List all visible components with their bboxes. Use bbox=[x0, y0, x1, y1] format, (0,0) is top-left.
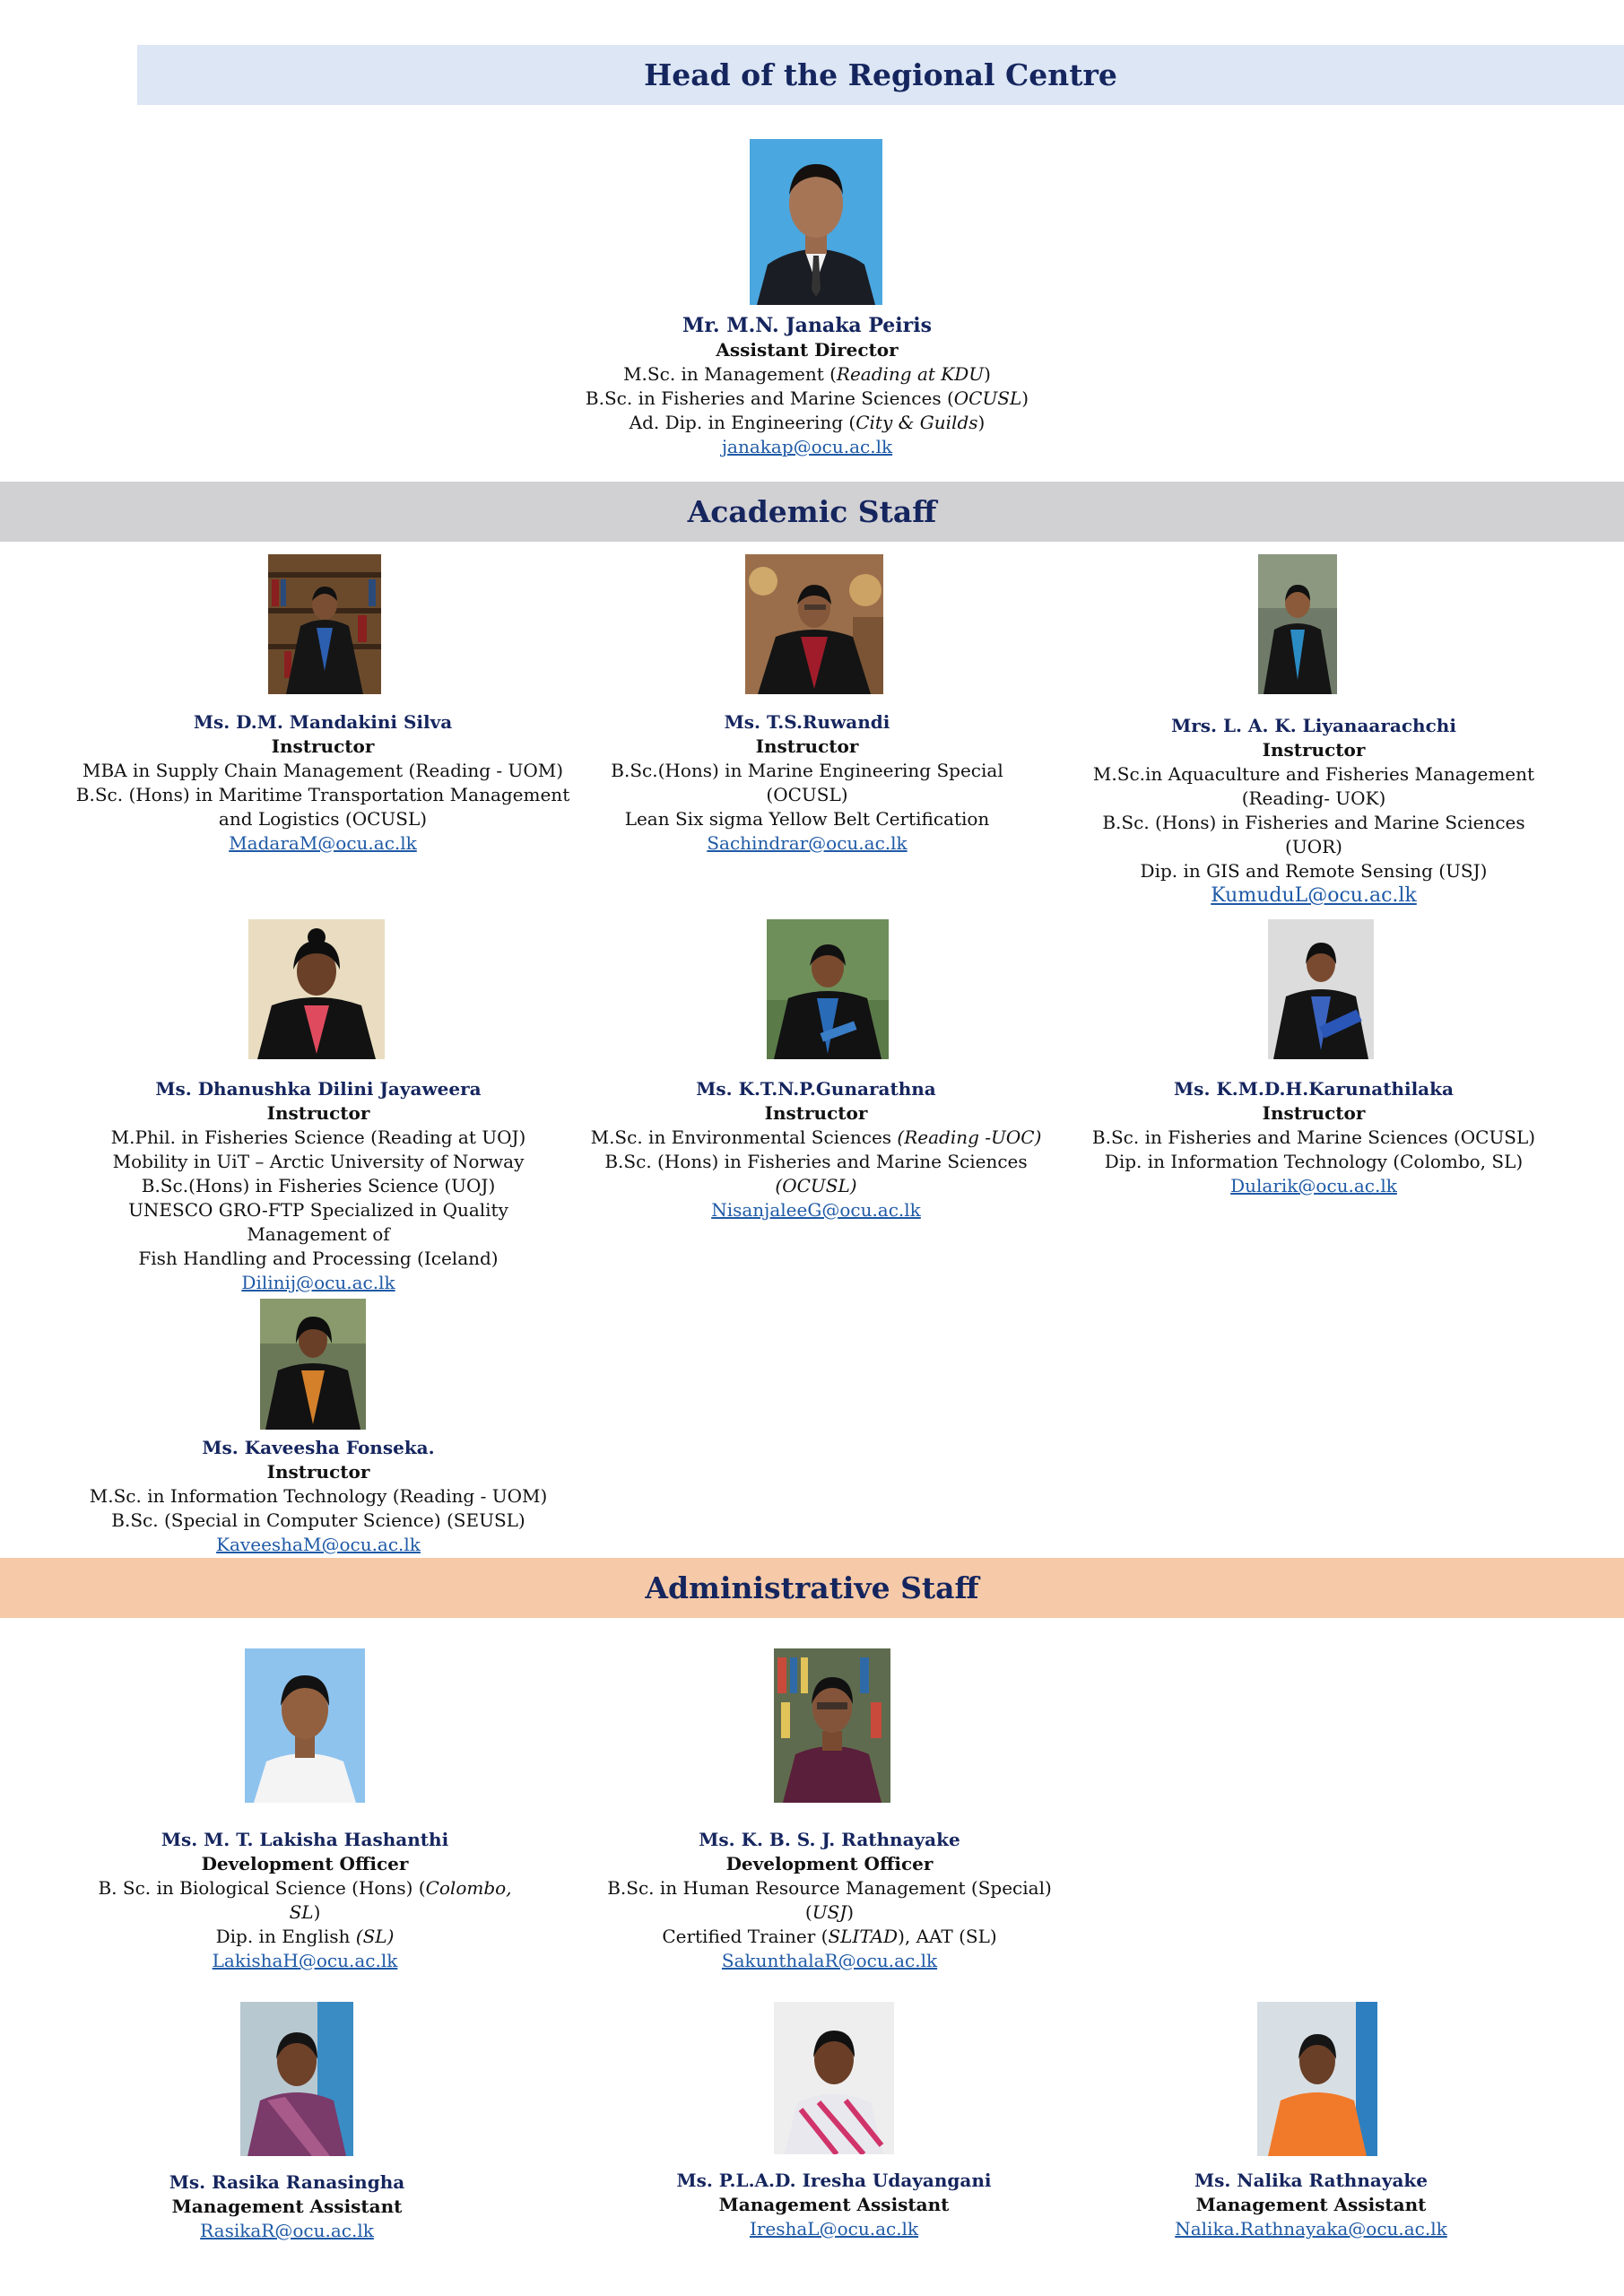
head-section-title: Head of the Regional Centre bbox=[644, 57, 1117, 92]
ruwandi-name: Ms. T.S.Ruwandi bbox=[724, 711, 890, 733]
jayaweera-qualification-4: UNESCO GRO-FTP Specialized in Quality Management of bbox=[128, 1199, 508, 1245]
udayangani-name: Ms. P.L.A.D. Iresha Udayangani bbox=[676, 2170, 992, 2191]
udayangani-role: Management Assistant bbox=[718, 2194, 950, 2215]
liyanaarachchi-qualification-3: B.Sc. (Hons) in Fisheries and Marine Sciences (UOR) bbox=[1102, 812, 1525, 857]
gunarathna-name: Ms. K.T.N.P.Gunarathna bbox=[696, 1078, 936, 1100]
rathnayake-qualification-1: B.Sc. in Human Resource Management (Special) (USJ) bbox=[607, 1877, 1052, 1923]
fonseka-role: Instructor bbox=[266, 1461, 370, 1483]
gunarathna-qualification-2: B.Sc. (Hons) in Fisheries and Marine Sciences (OCUSL) bbox=[604, 1151, 1028, 1196]
portrait-ranasingha bbox=[240, 2002, 353, 2156]
karunathilaka-qualification-2: Dip. in Information Technology (Colombo, SL) bbox=[1104, 1151, 1524, 1172]
ruwandi-qualification-2: Lean Six sigma Yellow Belt Certification bbox=[624, 808, 990, 830]
admin-section-title: Administrative Staff bbox=[645, 1570, 979, 1605]
head-section-banner bbox=[137, 45, 1624, 105]
karunathilaka-name: Ms. K.M.D.H.Karunathilaka bbox=[1174, 1078, 1454, 1100]
jayaweera-qualification-3: B.Sc.(Hons) in Fisheries Science (UOJ) bbox=[141, 1175, 496, 1196]
head-portrait bbox=[750, 139, 882, 305]
fonseka-qualification-1: M.Sc. in Information Technology (Reading - UOM) bbox=[89, 1485, 548, 1507]
silva-name: Ms. D.M. Mandakini Silva bbox=[193, 711, 453, 733]
portrait-karunathilaka bbox=[1268, 919, 1374, 1059]
portrait-silva bbox=[268, 554, 381, 694]
liyanaarachchi-email-link[interactable]: KumuduL@ocu.ac.lk bbox=[1211, 884, 1417, 907]
ranasingha-email-link[interactable]: RasikaR@ocu.ac.lk bbox=[200, 2220, 374, 2241]
staff-card-rathnayake bbox=[583, 1648, 1076, 1971]
ranasingha-name: Ms. Rasika Ranasingha bbox=[169, 2171, 405, 2193]
staff-card-karunathilaka bbox=[1085, 919, 1542, 1206]
staff-card-nalika bbox=[1132, 2002, 1490, 2253]
rathnayake-email-link[interactable]: SakunthalaR@ocu.ac.lk bbox=[721, 1950, 938, 1971]
portrait-hashanthi bbox=[245, 1648, 365, 1803]
ranasingha-role: Management Assistant bbox=[171, 2196, 403, 2217]
head-qualification-3: Ad. Dip. in Engineering (City & Guilds) bbox=[629, 412, 986, 433]
ruwandi-role: Instructor bbox=[755, 735, 859, 757]
liyanaarachchi-qualification-4: Dip. in GIS and Remote Sensing (USJ) bbox=[1140, 860, 1488, 882]
hashanthi-qualification-1: B. Sc. in Biological Science (Hons) (Colombo, SL) bbox=[98, 1877, 512, 1923]
jayaweera-qualification-2: Mobility in UiT – Arctic University of Norway bbox=[112, 1151, 525, 1172]
nalika-email-link[interactable]: Nalika.Rathnayaka@ocu.ac.lk bbox=[1175, 2218, 1447, 2239]
admin-section-banner bbox=[0, 1558, 1624, 1618]
portrait-fonseka bbox=[260, 1299, 366, 1430]
karunathilaka-email-link[interactable]: Dularik@ocu.ac.lk bbox=[1230, 1175, 1397, 1196]
hashanthi-qualification-2: Dip. in English (SL) bbox=[215, 1926, 395, 1947]
udayangani-email-link[interactable]: IreshaL@ocu.ac.lk bbox=[749, 2218, 919, 2239]
gunarathna-role: Instructor bbox=[764, 1102, 868, 1124]
silva-role: Instructor bbox=[271, 735, 375, 757]
hashanthi-email-link[interactable]: LakishaH@ocu.ac.lk bbox=[212, 1950, 398, 1971]
hashanthi-role: Development Officer bbox=[201, 1853, 409, 1874]
head-qualification-2: B.Sc. in Fisheries and Marine Sciences (OCUSL) bbox=[585, 387, 1029, 409]
liyanaarachchi-role: Instructor bbox=[1262, 739, 1366, 761]
hashanthi-name: Ms. M. T. Lakisha Hashanthi bbox=[161, 1829, 449, 1850]
staff-card-gunarathna bbox=[583, 919, 1049, 1221]
portrait-gunarathna bbox=[767, 919, 889, 1059]
staff-card-jayaweera bbox=[72, 919, 565, 1293]
gunarathna-email-link[interactable]: NisanjaleeG@ocu.ac.lk bbox=[711, 1199, 921, 1221]
nalika-name: Ms. Nalika Rathnayake bbox=[1194, 2170, 1429, 2191]
jayaweera-email-link[interactable]: Dilinij@ocu.ac.lk bbox=[241, 1272, 395, 1293]
silva-qualification-3: and Logistics (OCUSL) bbox=[218, 808, 428, 830]
staff-card-liyanaarachchi bbox=[1076, 554, 1551, 907]
head-role: Assistant Director bbox=[716, 339, 899, 361]
head-name: Mr. M.N. Janaka Peiris bbox=[682, 314, 932, 337]
silva-qualification-2: B.Sc. (Hons) in Maritime Transportation Management bbox=[75, 784, 570, 805]
staff-card-silva bbox=[72, 554, 574, 859]
silva-email-link[interactable]: MadaraM@ocu.ac.lk bbox=[229, 832, 417, 854]
portrait-nalika bbox=[1257, 2002, 1377, 2156]
fonseka-email-link[interactable]: KaveeshaM@ocu.ac.lk bbox=[216, 1534, 421, 1555]
rathnayake-role: Development Officer bbox=[725, 1853, 934, 1874]
jayaweera-qualification-5: Fish Handling and Processing (Iceland) bbox=[138, 1248, 499, 1269]
liyanaarachchi-name: Mrs. L. A. K. Liyanaarachchi bbox=[1171, 715, 1456, 736]
academic-section-banner bbox=[0, 482, 1624, 542]
gunarathna-qualification-1: M.Sc. in Environmental Sciences (Reading -UOC) bbox=[590, 1126, 1042, 1148]
portrait-liyanaarachchi bbox=[1258, 554, 1337, 694]
head-qualification-1: M.Sc. in Management (Reading at KDU) bbox=[623, 363, 991, 385]
jayaweera-role: Instructor bbox=[266, 1102, 370, 1124]
liyanaarachchi-qualification-1: M.Sc.in Aquaculture and Fisheries Management bbox=[1092, 763, 1535, 785]
fonseka-name: Ms. Kaveesha Fonseka. bbox=[202, 1437, 435, 1458]
staff-card-fonseka bbox=[72, 1299, 565, 1559]
staff-card-hashanthi bbox=[81, 1648, 529, 1971]
rathnayake-name: Ms. K. B. S. J. Rathnayake bbox=[699, 1829, 960, 1850]
ruwandi-email-link[interactable]: Sachindrar@ocu.ac.lk bbox=[707, 832, 908, 854]
jayaweera-qualification-1: M.Phil. in Fisheries Science (Reading at UOJ) bbox=[110, 1126, 526, 1148]
fonseka-qualification-2: B.Sc. (Special in Computer Science) (SEUSL) bbox=[111, 1509, 525, 1531]
karunathilaka-role: Instructor bbox=[1262, 1102, 1366, 1124]
portrait-ruwandi bbox=[745, 554, 883, 694]
staff-card-udayangani bbox=[655, 2002, 1013, 2253]
head-email-link[interactable]: janakap@ocu.ac.lk bbox=[721, 436, 893, 457]
staff-card-ranasingha bbox=[108, 2002, 466, 2253]
portrait-udayangani bbox=[774, 2002, 894, 2154]
staff-card-ruwandi bbox=[583, 554, 1031, 854]
portrait-rathnayake bbox=[774, 1648, 890, 1803]
silva-qualification-1: MBA in Supply Chain Management (Reading - UOM) bbox=[82, 760, 564, 781]
academic-section-title: Academic Staff bbox=[687, 494, 937, 529]
ruwandi-qualification-1: B.Sc.(Hons) in Marine Engineering Special (OCUSL) bbox=[611, 760, 1003, 805]
jayaweera-name: Ms. Dhanushka Dilini Jayaweera bbox=[155, 1078, 482, 1100]
rathnayake-qualification-2: Certified Trainer (SLITAD), AAT (SL) bbox=[662, 1926, 997, 1947]
portrait-jayaweera bbox=[248, 919, 385, 1059]
liyanaarachchi-qualification-2: (Reading- UOK) bbox=[1241, 787, 1386, 809]
nalika-role: Management Assistant bbox=[1195, 2194, 1427, 2215]
head-card bbox=[538, 139, 1076, 462]
karunathilaka-qualification-1: B.Sc. in Fisheries and Marine Sciences (OCUSL) bbox=[1091, 1126, 1536, 1148]
